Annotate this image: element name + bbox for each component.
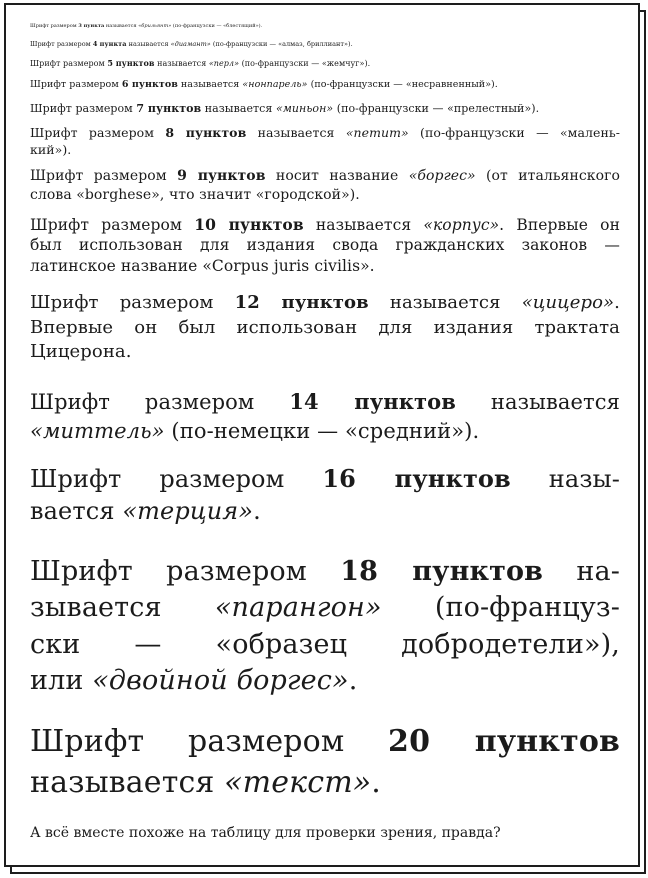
text-line bbox=[30, 316, 620, 340]
font-name-term: «двойной боргес» bbox=[92, 664, 349, 696]
point-size-label: 9 пунктов bbox=[177, 167, 266, 184]
paragraph-4pt bbox=[30, 40, 620, 49]
body-text: . Впервые он bbox=[499, 215, 620, 234]
closing-line: А всё вместе похоже на таблицу для проверки зрения, правда? bbox=[30, 825, 501, 842]
body-text: Шрифт размером bbox=[30, 79, 122, 91]
body-text: . bbox=[253, 497, 261, 526]
text-line bbox=[30, 463, 620, 495]
text-line bbox=[30, 142, 620, 159]
point-size-label: 12 пунктов bbox=[234, 292, 369, 314]
body-text: вается bbox=[30, 497, 123, 526]
point-size-label: 10 пунктов bbox=[194, 214, 304, 234]
font-name-term: «корпус» bbox=[423, 215, 500, 234]
point-size-label: 4 пункта bbox=[92, 39, 127, 48]
body-text: латинское название «Corpus juris civilis». bbox=[30, 257, 375, 276]
body-text: (по-французски — «блестящий»). bbox=[171, 23, 263, 29]
body-text: (по-французски — «прелестный»). bbox=[333, 102, 540, 116]
paragraph-20pt bbox=[30, 722, 620, 803]
text-line bbox=[30, 722, 620, 763]
text-line bbox=[30, 58, 620, 70]
point-size-label: 6 пунктов bbox=[121, 79, 178, 91]
body-text: (по-немецки — «средний»). bbox=[164, 418, 480, 443]
font-name-term: «перл» bbox=[208, 58, 240, 68]
body-text: (по-французски — «алмаз, бриллиант»). bbox=[210, 39, 353, 48]
paragraph-16pt bbox=[30, 463, 620, 528]
body-text: Шрифт размером bbox=[30, 215, 195, 234]
point-size-label: 7 пунктов bbox=[136, 102, 202, 116]
text-line bbox=[30, 256, 620, 277]
body-text: Шрифт размером bbox=[30, 724, 389, 760]
body-text: называется bbox=[201, 102, 276, 116]
body-text: Впервые он был использован для издания трактата bbox=[30, 316, 620, 338]
paragraph-9pt bbox=[30, 167, 620, 205]
text-line bbox=[30, 417, 620, 445]
body-text: Шрифт размером bbox=[30, 292, 235, 314]
body-text: Шрифт размером bbox=[30, 167, 178, 184]
text-line bbox=[30, 186, 620, 205]
point-size-label: 5 пунктов bbox=[107, 57, 155, 68]
text-line bbox=[30, 23, 620, 30]
body-text: Шрифт размером bbox=[30, 555, 341, 587]
text-line bbox=[30, 102, 620, 117]
body-text: был использован для издания свода гражданских законов — bbox=[30, 236, 620, 255]
point-size-label: 14 пунктов bbox=[289, 389, 456, 415]
body-text: Шрифт размером bbox=[30, 390, 290, 415]
font-name-term: «терция» bbox=[122, 497, 254, 526]
font-name-term: «петит» bbox=[345, 124, 409, 140]
point-size-label: 20 пунктов bbox=[388, 724, 620, 760]
body-text: называется bbox=[368, 292, 522, 314]
paragraph-5pt bbox=[30, 58, 620, 70]
point-size-label: 3 пункта bbox=[78, 23, 105, 29]
font-name-term: «диамант» bbox=[170, 39, 211, 48]
font-name-term: «цицеро» bbox=[521, 292, 615, 314]
font-name-term: «брильянт» bbox=[138, 23, 172, 29]
body-text: слова «borghese», что значит «городской»). bbox=[30, 186, 360, 203]
font-name-term: «миньон» bbox=[275, 102, 334, 116]
font-name-term: «нонпарель» bbox=[242, 79, 308, 91]
body-text: . bbox=[348, 664, 358, 696]
body-text: (по-французски — «жемчуг»). bbox=[239, 58, 371, 68]
body-text: Цицерона. bbox=[30, 340, 132, 362]
body-text: ски — «образец добродетели»), bbox=[30, 628, 620, 660]
body-text: на- bbox=[543, 555, 620, 587]
body-text: . bbox=[371, 764, 381, 800]
point-size-label: 18 пунктов bbox=[340, 555, 544, 587]
font-name-term: «текст» bbox=[224, 764, 372, 800]
text-line bbox=[30, 627, 620, 663]
body-text: Шрифт размером bbox=[30, 102, 137, 116]
paragraph-18pt bbox=[30, 554, 620, 700]
body-text: (по-французски — «малень- bbox=[408, 124, 620, 140]
body-text: носит название bbox=[265, 167, 409, 184]
text-column bbox=[30, 23, 620, 843]
text-line bbox=[30, 663, 620, 699]
body-text: Шрифт размером bbox=[30, 39, 93, 48]
body-text: Шрифт размером bbox=[30, 58, 108, 68]
body-text: Шрифт размером bbox=[30, 464, 323, 493]
text-line bbox=[30, 125, 620, 142]
body-text: Шрифт размером bbox=[30, 124, 166, 140]
font-name-term: «боргес» bbox=[408, 167, 476, 184]
font-name-term: «парангон» bbox=[214, 592, 382, 624]
body-text: называется bbox=[126, 39, 171, 48]
body-text: называется bbox=[104, 23, 139, 29]
font-name-term: «миттель» bbox=[30, 418, 165, 443]
paragraphs-container bbox=[30, 23, 620, 803]
body-text: кий»). bbox=[30, 141, 72, 157]
body-text: называется bbox=[30, 764, 225, 800]
body-text: называется bbox=[303, 215, 424, 234]
text-line bbox=[30, 167, 620, 186]
paragraph-7pt bbox=[30, 102, 620, 117]
text-line bbox=[30, 554, 620, 590]
body-text: называется bbox=[246, 124, 346, 140]
body-text: Шрифт размером bbox=[30, 23, 79, 29]
body-text: (по-французски — «несравненный»). bbox=[307, 79, 498, 91]
page-frame bbox=[4, 3, 640, 867]
body-text: (по-француз- bbox=[381, 592, 620, 624]
paragraph-6pt bbox=[30, 79, 620, 92]
body-text: называется bbox=[177, 79, 243, 91]
text-line bbox=[30, 40, 620, 49]
paragraph-8pt bbox=[30, 125, 620, 159]
body-text: или bbox=[30, 664, 93, 696]
text-line bbox=[30, 495, 620, 527]
point-size-label: 8 пунктов bbox=[165, 124, 247, 140]
text-line bbox=[30, 79, 620, 92]
text-line bbox=[30, 235, 620, 256]
text-line bbox=[30, 763, 620, 804]
paragraph-14pt bbox=[30, 388, 620, 445]
text-line bbox=[30, 291, 620, 315]
body-text: . bbox=[614, 292, 620, 314]
body-text: называется bbox=[154, 58, 209, 68]
paragraph-12pt bbox=[30, 291, 620, 364]
body-text: называется bbox=[455, 390, 621, 415]
paragraph-3pt bbox=[30, 23, 620, 30]
point-size-label: 16 пунктов bbox=[322, 463, 511, 493]
body-text: назы- bbox=[510, 464, 620, 493]
text-line bbox=[30, 590, 620, 626]
body-text: зывается bbox=[30, 592, 215, 624]
paragraph-10pt bbox=[30, 215, 620, 278]
text-line bbox=[30, 388, 620, 416]
body-text: (от итальянского bbox=[475, 167, 620, 184]
text-line bbox=[30, 215, 620, 236]
text-line bbox=[30, 340, 620, 364]
